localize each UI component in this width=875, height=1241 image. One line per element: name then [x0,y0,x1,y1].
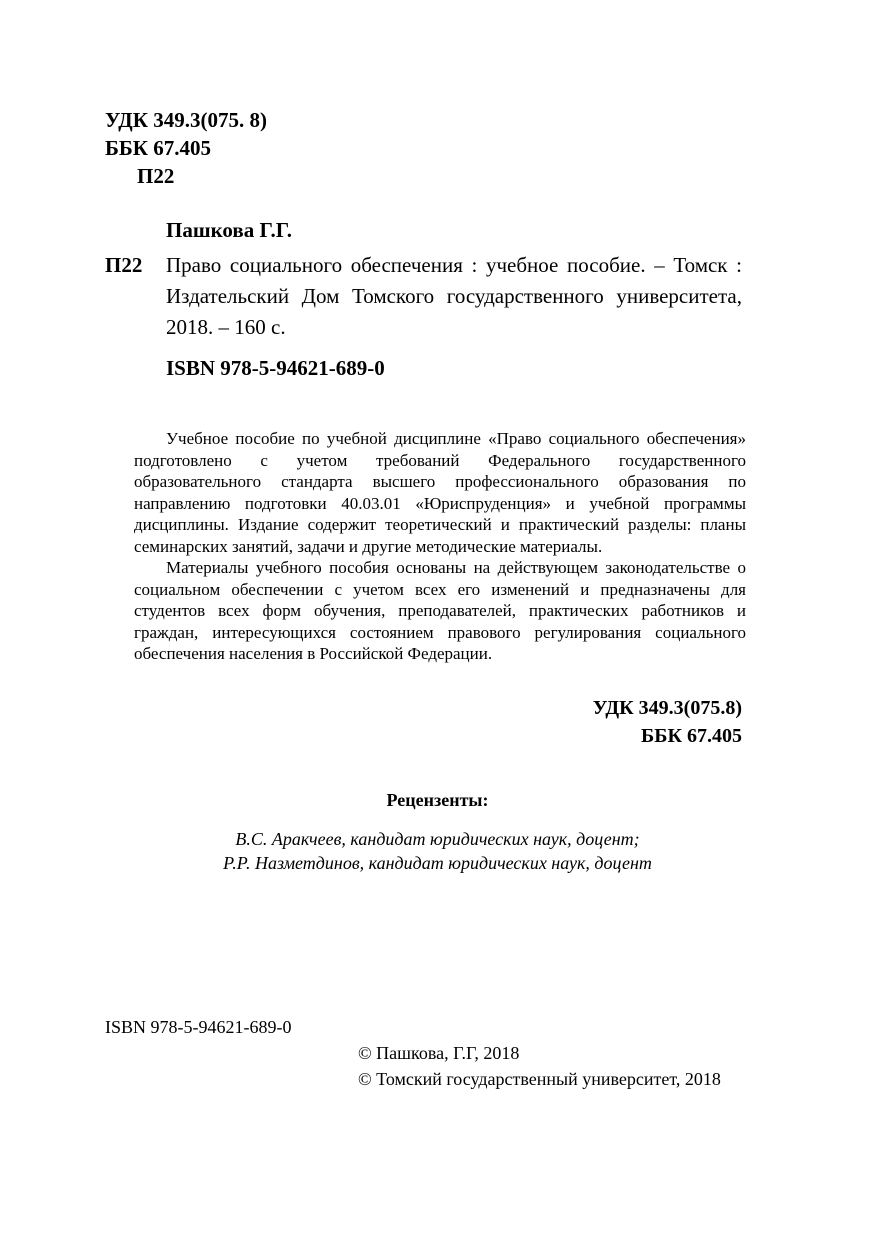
author-name: Пашкова Г.Г. [166,218,292,242]
bibliographic-entry [105,250,742,343]
author-sign-code-top: П22 [137,164,175,188]
reviewers-section [0,790,875,875]
entry-description: Право социального обеспечения : учебное пособие. – Томск : Издательский Дом Томского государственного университета, 2018. – 160 с. [166,253,742,339]
reviewers-heading: Рецензенты: [386,790,489,810]
reviewer-2: Р.Р. Назметдинов, кандидат юридических наук, доцент [223,853,652,873]
copyright-university: © Томский государственный университет, 2018 [358,1069,721,1089]
udk-code-right: УДК 349.3(075.8) [592,697,742,719]
entry-author-sign-code: П22 [105,253,143,277]
isbn-main: ISBN 978-5-94621-689-0 [166,356,385,380]
isbn-footer: ISBN 978-5-94621-689-0 [105,1017,292,1037]
annotation [134,428,746,665]
classification-codes-top [105,106,267,190]
copyright-author: © Пашкова, Г.Г, 2018 [358,1043,520,1063]
annotation-paragraph-1: Учебное пособие по учебной дисциплине «Право социального обеспечения» подготовлено с учетом требований Федерального государственного образовательного стандарта высшего профессионального образования по направлению подготовки 40.03.01 «Юриспруденция» и учебной программы дисциплины. Издание содержит теоретический и практический разделы: планы семинарских занятий, задачи и другие методические материалы. [134,429,746,556]
udk-code-top: УДК 349.3(075. 8) [105,108,267,132]
annotation-paragraph-2: Материалы учебного пособия основаны на действующем законодательстве о социальном обеспечении с учетом всех его изменений и предназначены для студентов всех форм обучения, преподавателей, практических работников и граждан, интересующихся состоянием правового регулирования социального обеспечения населения в Российской Федерации. [134,558,746,663]
bbk-code-top: ББК 67.405 [105,136,211,160]
reviewer-1: В.С. Аракчеев, кандидат юридических наук, доцент; [235,829,640,849]
copyright-block [358,1040,721,1092]
bbk-code-right: ББК 67.405 [641,725,742,747]
classification-codes-right [105,694,742,750]
